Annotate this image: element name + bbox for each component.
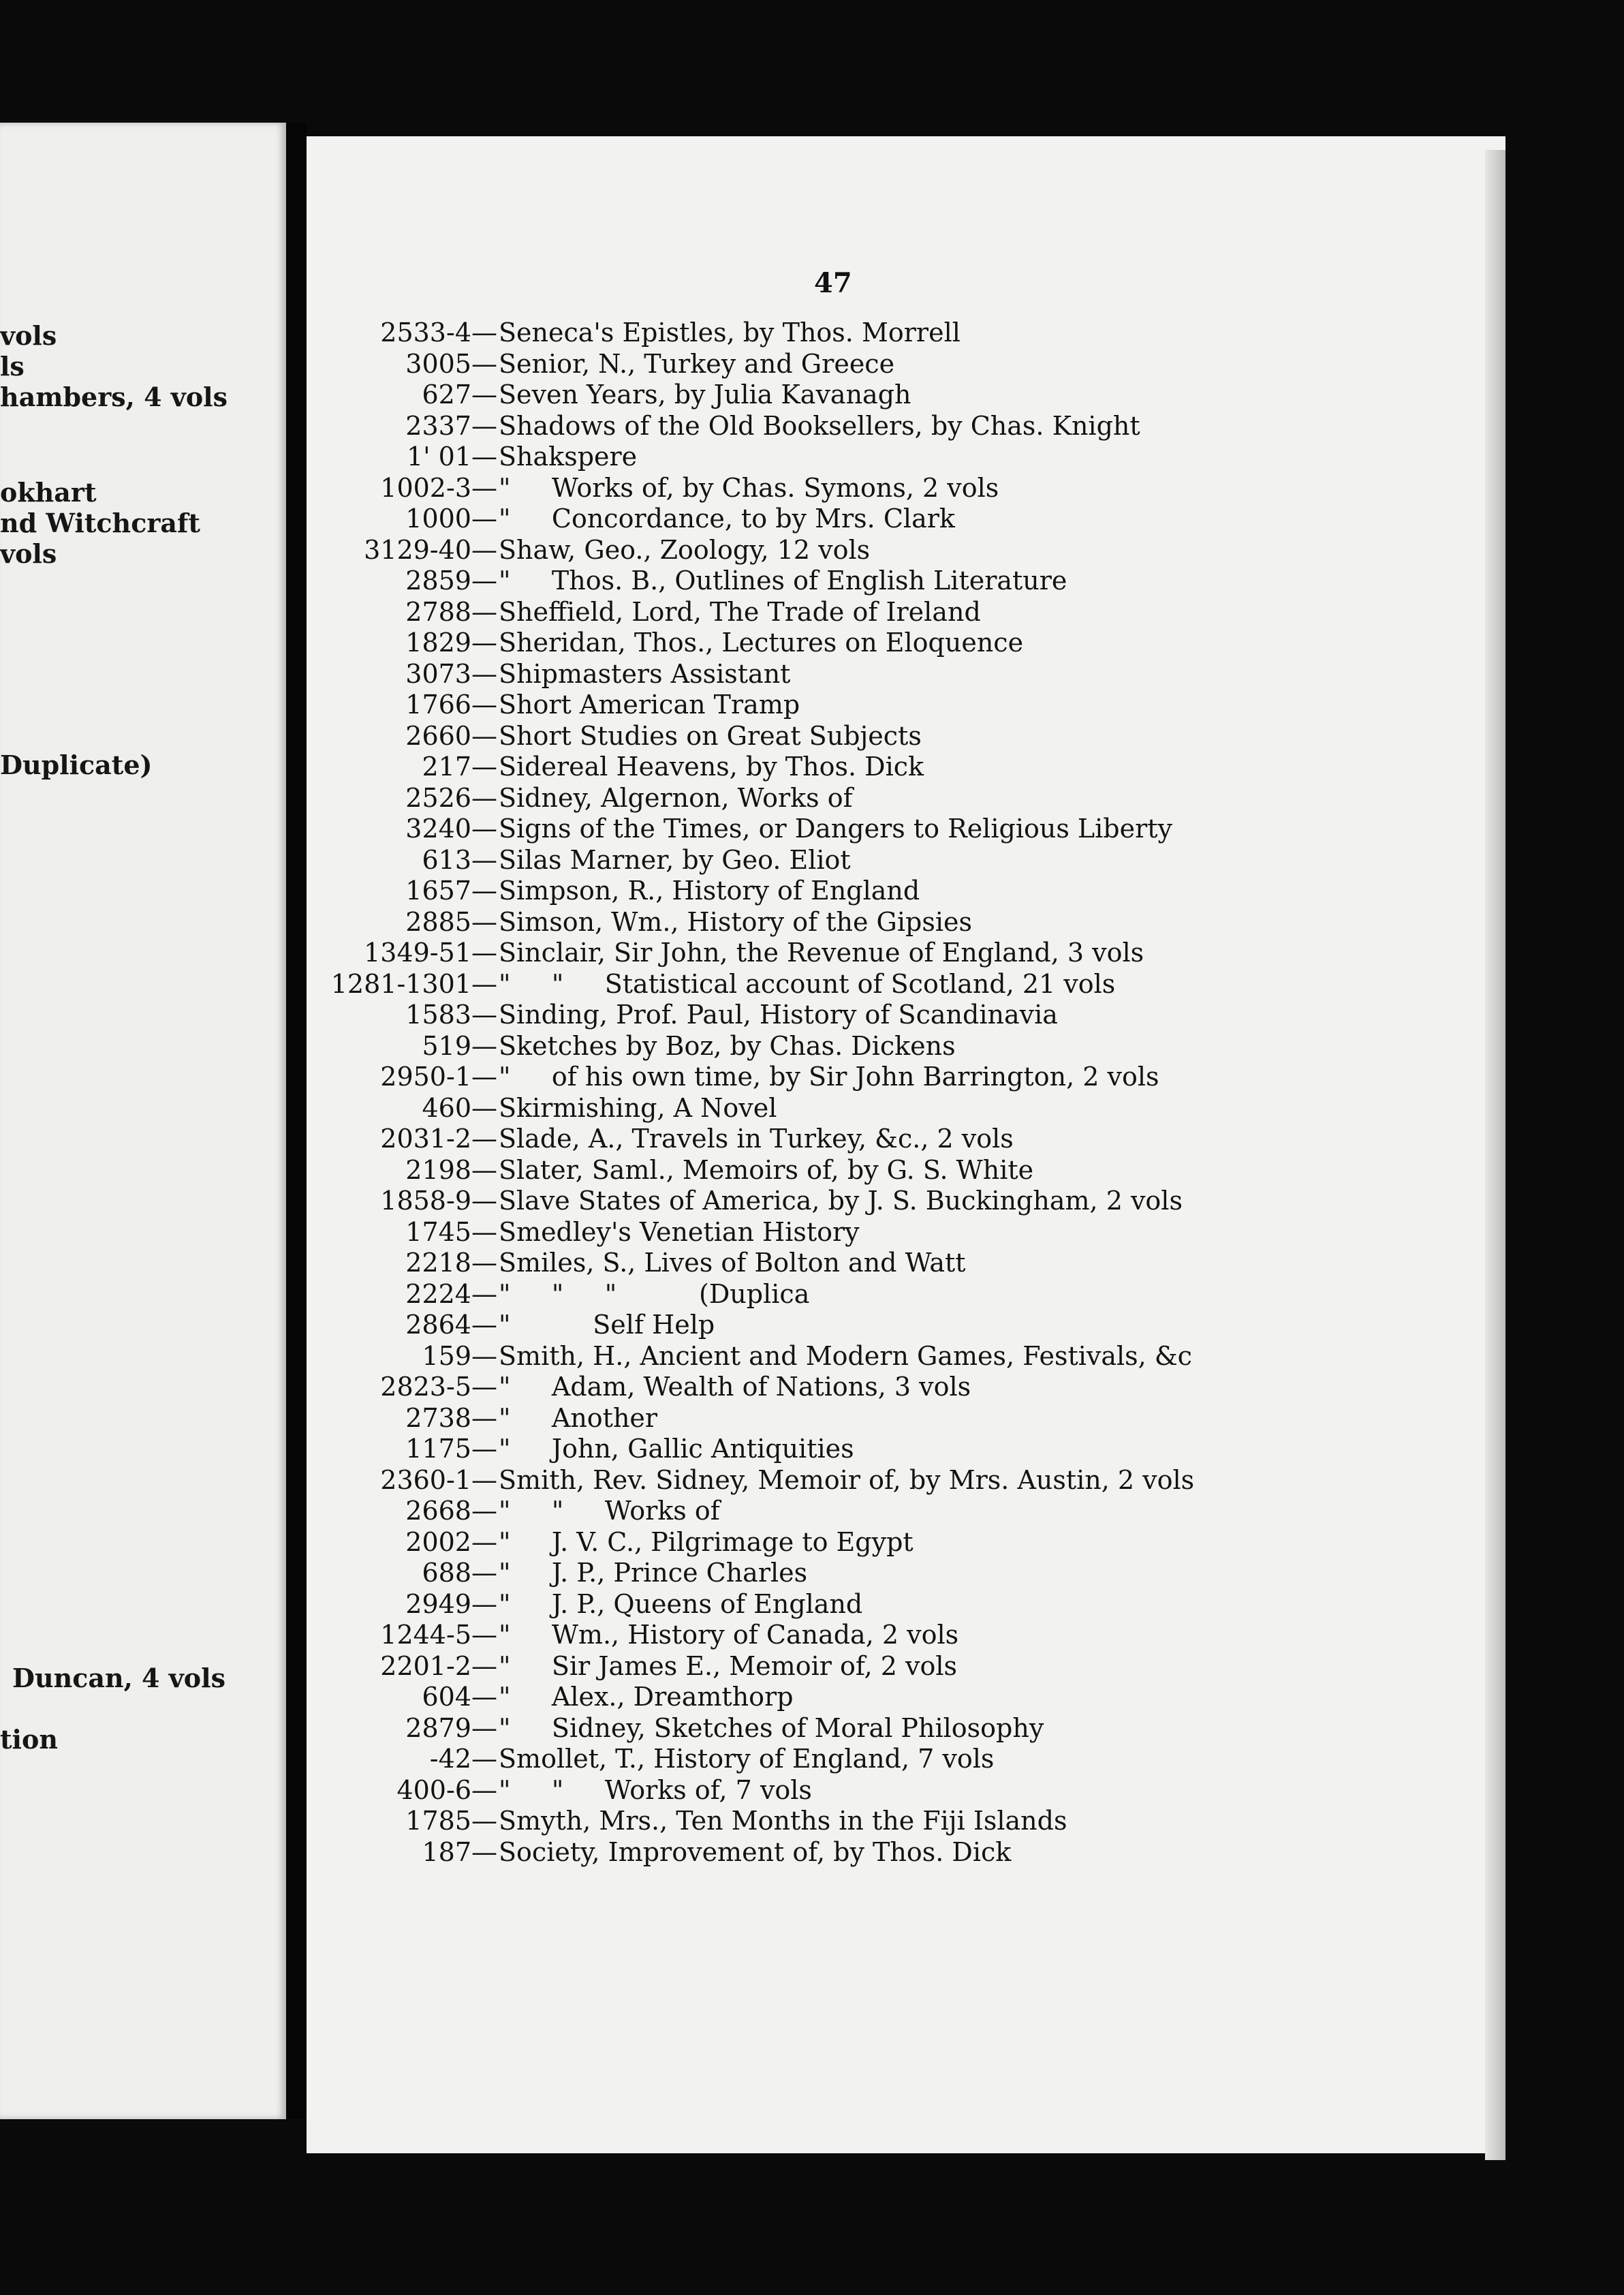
- entry-title: " of his own time, by Sir John Barrington, 2 vols: [499, 1062, 1159, 1092]
- catalog-entry: [320, 720, 1478, 752]
- catalog-entry: [320, 782, 1478, 814]
- catalog-entry: [320, 503, 1478, 534]
- entry-title: Seneca's Epistles, by Thos. Morrell: [499, 318, 961, 348]
- catalog-entry: [320, 1092, 1478, 1124]
- entry-title: Simpson, R., History of England: [499, 876, 920, 906]
- entry-number: 2738—: [405, 1402, 497, 1433]
- catalog-entry: [320, 627, 1478, 658]
- entry-number: 1829—: [405, 628, 497, 658]
- catalog-entry: [320, 1340, 1478, 1372]
- entry-title: Shipmasters Assistant: [499, 658, 791, 689]
- catalog-entry: [320, 1061, 1478, 1092]
- entry-number: 1745—: [405, 1216, 497, 1247]
- catalog-entry: [320, 844, 1478, 876]
- catalog-entry: [320, 689, 1478, 720]
- left-fragment: vols: [0, 320, 57, 351]
- entry-number: 3129-40—: [364, 534, 497, 565]
- entry-title: Slade, A., Travels in Turkey, &c., 2 vols: [499, 1124, 1014, 1154]
- entry-title: " Alex., Dreamthorp: [499, 1682, 794, 1712]
- entry-title: " " Works of, 7 vols: [499, 1774, 812, 1805]
- entry-title: Smollet, T., History of England, 7 vols: [499, 1744, 995, 1774]
- catalog-entry: [320, 1464, 1478, 1496]
- entry-title: " Wm., History of Canada, 2 vols: [499, 1620, 959, 1650]
- entry-number: 2031-2—: [380, 1124, 497, 1154]
- entry-number: 3240—: [405, 814, 497, 844]
- catalog-entry: [320, 1123, 1478, 1154]
- entry-title: " Another: [499, 1402, 658, 1433]
- entry-number: 1766—: [405, 690, 497, 720]
- catalog-entry: [320, 534, 1478, 566]
- entry-number: 2337—: [405, 410, 497, 441]
- catalog-entry: [320, 1371, 1478, 1402]
- entry-number: 460—: [422, 1092, 497, 1123]
- entry-number: 1281-1301—: [330, 968, 497, 999]
- entry-title: Shadows of the Old Booksellers, by Chas. Knight: [499, 410, 1140, 441]
- entry-title: " J. P., Prince Charles: [499, 1558, 808, 1588]
- entry-number: 688—: [422, 1558, 497, 1588]
- catalog-entry: [320, 999, 1478, 1030]
- entry-number: 2002—: [405, 1526, 497, 1557]
- entry-number: 2198—: [405, 1154, 497, 1185]
- entry-title: Slave States of America, by J. S. Buckingham, 2 vols: [499, 1186, 1183, 1216]
- catalog-entry: [320, 1185, 1478, 1216]
- left-fragment: tion: [0, 1724, 58, 1755]
- entry-title: " Works of, by Chas. Symons, 2 vols: [499, 472, 999, 503]
- catalog-entry: [320, 596, 1478, 628]
- catalog-entry: [320, 1619, 1478, 1650]
- entry-number: 400-6—: [396, 1774, 497, 1805]
- catalog-entry: [320, 813, 1478, 844]
- entry-number: 2218—: [405, 1248, 497, 1278]
- entry-number: 2224—: [405, 1278, 497, 1309]
- catalog-entry: [320, 1557, 1478, 1588]
- entry-title: Senior, N., Turkey and Greece: [499, 348, 895, 379]
- catalog-entry: [320, 906, 1478, 938]
- catalog-entry: [320, 1030, 1478, 1062]
- catalog-entry: [320, 658, 1478, 690]
- entry-number: 2533-4—: [380, 318, 497, 348]
- catalog-entry: [320, 1154, 1478, 1186]
- entry-number: 1583—: [405, 1000, 497, 1030]
- entry-title: Sketches by Boz, by Chas. Dickens: [499, 1030, 956, 1061]
- entry-title: " Sidney, Sketches of Moral Philosophy: [499, 1712, 1044, 1743]
- entry-number: 627—: [422, 380, 497, 410]
- catalog-entry: [320, 1712, 1478, 1744]
- left-fragment: ls: [0, 351, 25, 382]
- entry-number: 1002-3—: [380, 472, 497, 503]
- catalog-entry: [320, 1650, 1478, 1682]
- entry-title: Signs of the Times, or Dangers to Religious Liberty: [499, 814, 1173, 844]
- entry-number: 217—: [422, 752, 497, 782]
- entry-number: 2823-5—: [380, 1372, 497, 1402]
- entry-title: " J. V. C., Pilgrimage to Egypt: [499, 1526, 914, 1557]
- entry-title: Shaw, Geo., Zoology, 12 vols: [499, 534, 871, 565]
- entry-number: -42—: [429, 1744, 497, 1774]
- entry-title: Smith, Rev. Sidney, Memoir of, by Mrs. Austin, 2 vols: [499, 1464, 1195, 1495]
- entry-title: Society, Improvement of, by Thos. Dick: [499, 1836, 1012, 1867]
- catalog-entry: [320, 1526, 1478, 1558]
- catalog-entry: [320, 751, 1478, 782]
- catalog-entry: [320, 1495, 1478, 1526]
- entry-title: Sinding, Prof. Paul, History of Scandinavia: [499, 1000, 1058, 1030]
- catalog-entry: [320, 1402, 1478, 1434]
- entry-number: 604—: [422, 1682, 497, 1712]
- catalog-entry: [320, 1278, 1478, 1310]
- catalog-entry: [320, 565, 1478, 596]
- entry-title: Short Studies on Great Subjects: [499, 720, 922, 751]
- catalog-entry: [320, 1216, 1478, 1248]
- entry-title: Shakspere: [499, 442, 638, 472]
- entry-title: Smiles, S., Lives of Bolton and Watt: [499, 1248, 966, 1278]
- entry-title: Skirmishing, A Novel: [499, 1092, 777, 1123]
- entry-title: Short American Tramp: [499, 690, 800, 720]
- catalog-entry: [320, 1309, 1478, 1340]
- catalog-entry: [320, 1588, 1478, 1620]
- entry-title: Sidereal Heavens, by Thos. Dick: [499, 752, 924, 782]
- catalog-entry: [320, 1247, 1478, 1278]
- entry-title: Smyth, Mrs., Ten Months in the Fiji Islands: [499, 1806, 1067, 1836]
- catalog-entry: [320, 1681, 1478, 1712]
- entry-title: Silas Marner, by Geo. Eliot: [499, 844, 851, 875]
- entry-number: 2788—: [405, 596, 497, 627]
- left-fragment: vols: [0, 538, 57, 569]
- entry-number: 1785—: [405, 1806, 497, 1836]
- entry-title: Sidney, Algernon, Works of: [499, 782, 853, 813]
- entry-number: 159—: [422, 1340, 497, 1371]
- entry-number: 2526—: [405, 782, 497, 813]
- entry-number: 613—: [422, 844, 497, 875]
- entry-number: 1000—: [405, 504, 497, 534]
- catalog-entry: [320, 348, 1478, 380]
- entry-number: 187—: [422, 1836, 497, 1867]
- catalog-entry: [320, 1774, 1478, 1806]
- entry-number: 2950-1—: [380, 1062, 497, 1092]
- left-fragment: Duplicate): [0, 750, 153, 780]
- entry-title: " John, Gallic Antiquities: [499, 1434, 854, 1464]
- entry-title: " Sir James E., Memoir of, 2 vols: [499, 1650, 957, 1681]
- entry-title: " J. P., Queens of England: [499, 1588, 863, 1619]
- catalog-entry: [320, 1805, 1478, 1836]
- catalog-entry: [320, 410, 1478, 442]
- page-number: 47: [814, 267, 852, 299]
- entry-number: 1657—: [405, 876, 497, 906]
- entry-number: 2360-1—: [380, 1464, 497, 1495]
- entry-number: 3005—: [405, 348, 497, 379]
- entry-number: 2949—: [405, 1588, 497, 1619]
- catalog-entry: [320, 441, 1478, 472]
- entry-title: " " Works of: [499, 1496, 720, 1526]
- entry-number: 2885—: [405, 906, 497, 937]
- entry-title: Simson, Wm., History of the Gipsies: [499, 906, 973, 937]
- left-fragment: okhart: [0, 477, 97, 508]
- entry-number: 2879—: [405, 1712, 497, 1743]
- entry-title: Smith, H., Ancient and Modern Games, Festivals, &c: [499, 1340, 1192, 1371]
- entry-title: " " Statistical account of Scotland, 21 vols: [499, 968, 1116, 999]
- left-fragment: Duncan, 4 vols: [12, 1663, 225, 1693]
- catalog-entry: [320, 875, 1478, 906]
- entry-title: Smedley's Venetian History: [499, 1216, 860, 1247]
- entry-number: 2859—: [405, 566, 497, 596]
- entry-title: " Concordance, to by Mrs. Clark: [499, 504, 955, 534]
- entry-title: Sheridan, Thos., Lectures on Eloquence: [499, 628, 1024, 658]
- entry-title: " Self Help: [499, 1310, 715, 1340]
- catalog-entry: [320, 1836, 1478, 1868]
- entry-number: 1858-9—: [380, 1186, 497, 1216]
- entry-number: 2668—: [405, 1496, 497, 1526]
- catalog-entry: [320, 379, 1478, 410]
- entry-title: Seven Years, by Julia Kavanagh: [499, 380, 911, 410]
- catalog-entry: [320, 1433, 1478, 1464]
- entry-number: 2864—: [405, 1310, 497, 1340]
- entry-number: 1' 01—: [406, 442, 497, 472]
- entry-number: 2201-2—: [380, 1650, 497, 1681]
- left-fragment: nd Witchcraft: [0, 508, 200, 538]
- catalog-entry: [320, 317, 1478, 348]
- entry-number: 1244-5—: [380, 1620, 497, 1650]
- catalog-entry: [320, 1743, 1478, 1774]
- left-fragment: hambers, 4 vols: [0, 382, 228, 412]
- entry-number: 1175—: [405, 1434, 497, 1464]
- entry-title: Sheffield, Lord, The Trade of Ireland: [499, 596, 981, 627]
- entry-number: 3073—: [405, 658, 497, 689]
- entry-number: 519—: [422, 1030, 497, 1061]
- entry-title: " " " (Duplica: [499, 1278, 810, 1309]
- catalog-entry: [320, 472, 1478, 504]
- catalog-entry: [320, 968, 1478, 1000]
- entry-title: Sinclair, Sir John, the Revenue of England, 3 vols: [499, 938, 1144, 968]
- entry-title: Slater, Saml., Memoirs of, by G. S. White: [499, 1154, 1034, 1185]
- entry-title: " Thos. B., Outlines of English Literature: [499, 566, 1067, 596]
- catalog-entry: [320, 937, 1478, 968]
- entry-number: 1349-51—: [364, 938, 497, 968]
- entry-number: 2660—: [405, 720, 497, 751]
- entry-title: " Adam, Wealth of Nations, 3 vols: [499, 1372, 971, 1402]
